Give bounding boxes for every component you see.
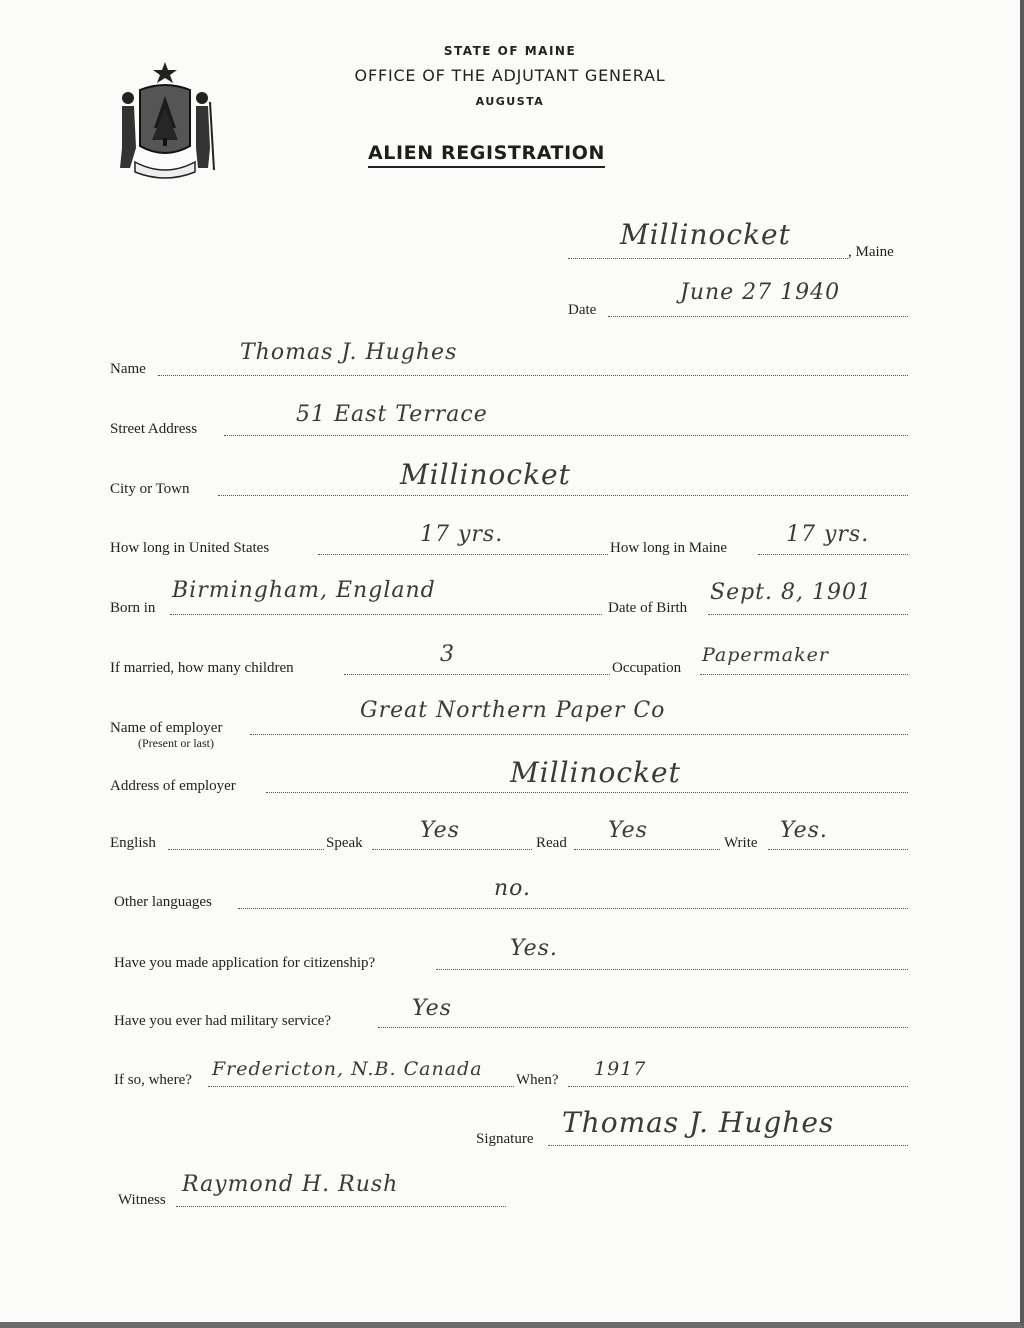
citizenship-value: Yes. — [510, 936, 558, 961]
place-line — [568, 258, 848, 259]
street-value: 51 East Terrace — [296, 402, 488, 427]
state-heading: STATE OF MAINE — [443, 44, 577, 58]
street-line — [224, 435, 908, 436]
name-line — [158, 375, 908, 376]
born-value: Birmingham, England — [172, 578, 436, 603]
employer-line — [250, 734, 908, 735]
signature-line — [548, 1145, 908, 1146]
speak-label: Speak — [326, 835, 363, 851]
born-line — [170, 614, 602, 615]
employer-address-value: Millinocket — [510, 756, 681, 789]
read-label: Read — [536, 835, 567, 851]
name-value: Thomas J. Hughes — [240, 340, 458, 365]
children-line — [344, 674, 610, 675]
us-duration-label: How long in United States — [110, 540, 270, 556]
children-value: 3 — [440, 642, 455, 667]
employer-address-label: Address of employer — [110, 778, 236, 794]
dob-line — [708, 614, 908, 615]
signature-value: Thomas J. Hughes — [562, 1106, 835, 1139]
office-heading: OFFICE OF THE ADJUTANT GENERAL — [354, 66, 666, 85]
date-value: June 27 1940 — [680, 280, 841, 305]
born-label: Born in — [110, 600, 156, 616]
citizenship-line — [436, 969, 908, 970]
place-suffix: , Maine — [848, 244, 894, 260]
dob-value: Sept. 8, 1901 — [710, 580, 872, 605]
city-heading: AUGUSTA — [475, 95, 545, 108]
form-title: ALIEN REGISTRATION — [368, 142, 605, 168]
other-languages-label: Other languages — [114, 894, 212, 910]
us-duration-value: 17 yrs. — [420, 522, 504, 547]
military-when-line — [568, 1086, 908, 1087]
us-duration-line — [318, 554, 608, 555]
city-label: City or Town — [110, 481, 190, 497]
employer-address-line — [266, 792, 908, 793]
witness-label: Witness — [118, 1192, 166, 1208]
english-line — [168, 849, 324, 850]
write-label: Write — [724, 835, 758, 851]
date-line — [608, 316, 908, 317]
english-label: English — [110, 835, 156, 851]
military-label: Have you ever had military service? — [114, 1013, 331, 1029]
military-value: Yes — [412, 996, 452, 1021]
other-languages-value: no. — [494, 876, 532, 901]
military-where-line — [208, 1086, 514, 1087]
city-value: Millinocket — [400, 458, 571, 491]
military-where-label: If so, where? — [114, 1072, 192, 1088]
witness-line — [176, 1206, 506, 1207]
other-languages-line — [238, 908, 908, 909]
occupation-line — [700, 674, 908, 675]
city-line — [218, 495, 908, 496]
witness-value: Raymond H. Rush — [182, 1172, 399, 1197]
read-value: Yes — [608, 818, 648, 843]
occupation-value: Papermaker — [702, 644, 829, 666]
signature-label: Signature — [476, 1131, 534, 1147]
employer-value: Great Northern Paper Co — [360, 698, 666, 723]
military-line — [378, 1027, 908, 1028]
military-when-label: When? — [516, 1072, 559, 1088]
maine-duration-label: How long in Maine — [610, 540, 728, 556]
write-value: Yes. — [780, 818, 828, 843]
write-line — [768, 849, 908, 850]
dob-label: Date of Birth — [608, 600, 688, 616]
employer-sublabel: (Present or last) — [138, 736, 214, 750]
maine-duration-value: 17 yrs. — [786, 522, 870, 547]
children-label: If married, how many children — [110, 660, 294, 676]
maine-duration-line — [758, 554, 908, 555]
military-where-value: Fredericton, N.B. Canada — [212, 1058, 483, 1080]
name-label: Name — [110, 361, 146, 377]
date-label: Date — [568, 302, 597, 318]
occupation-label: Occupation — [612, 660, 682, 676]
speak-line — [372, 849, 532, 850]
place-value: Millinocket — [620, 218, 791, 251]
employer-label: Name of employer — [110, 720, 223, 736]
street-label: Street Address — [110, 421, 198, 437]
citizenship-label: Have you made application for citizenship? — [114, 955, 376, 971]
read-line — [574, 849, 720, 850]
military-when-value: 1917 — [594, 1058, 647, 1080]
speak-value: Yes — [420, 818, 460, 843]
